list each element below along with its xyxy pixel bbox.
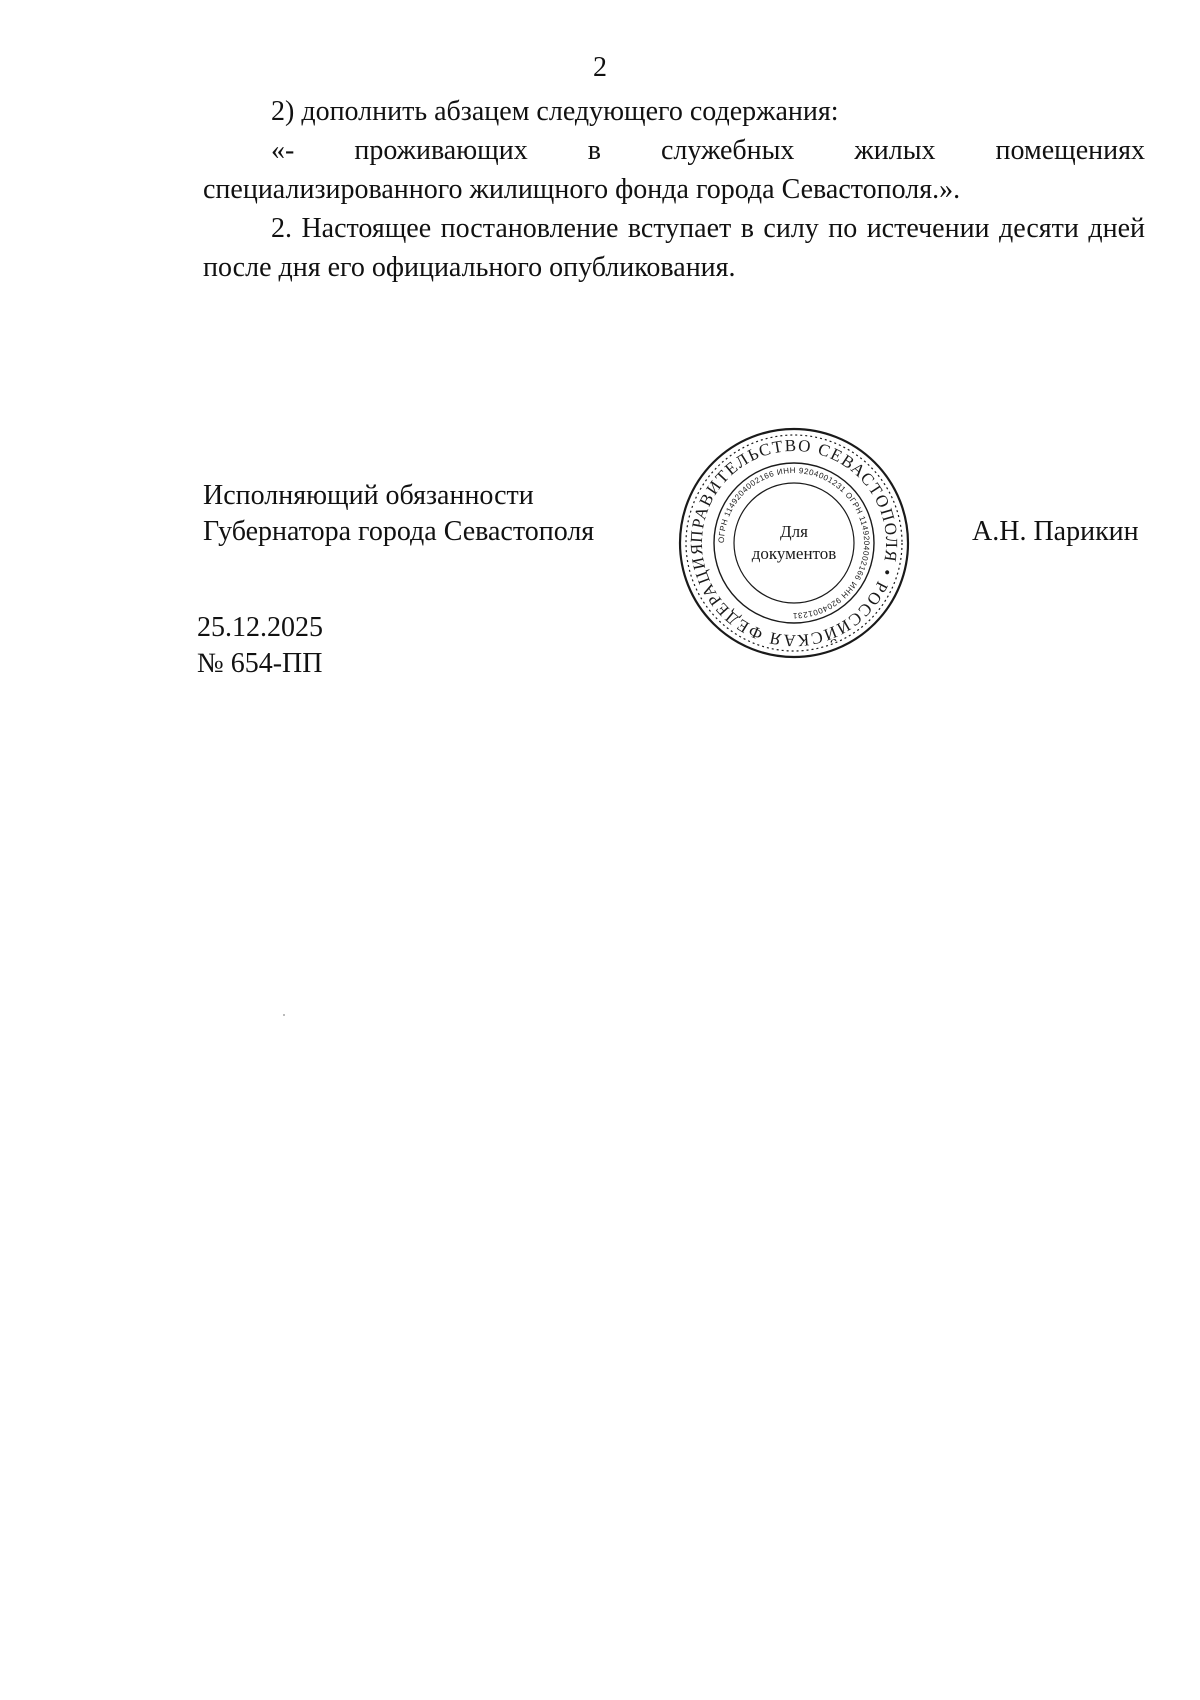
- signer-position-line-2: Губернатора города Севастополя: [203, 516, 595, 547]
- signer-name: А.Н. Парикин: [972, 516, 1139, 547]
- document-body: [203, 92, 1145, 287]
- seal-outer-text: ПРАВИТЕЛЬСТВО СЕВАСТОПОЛЯ • РОССИЙСКАЯ ФЕДЕРАЦИЯ: [686, 435, 902, 651]
- signer-position: [203, 478, 594, 550]
- paragraph-quote-line-2: специализированного жилищного фонда города Севастополя.».: [203, 174, 961, 205]
- page-number: 2: [593, 52, 607, 83]
- paragraph-quote-line-1: «- проживающих в служебных жилых помещениях: [271, 135, 1145, 166]
- document-number: № 654-ПП: [197, 648, 323, 679]
- svg-text:ОГРН 1149204002166 ИНН 9204001: [717, 466, 871, 620]
- official-seal-graphic: [676, 425, 912, 661]
- signer-position-line-1: Исполняющий обязанности: [203, 480, 534, 511]
- paragraph-effective-date: 2. Настоящее постановление вступает в силу по истечении десяти дней после дня его официального опубликования.: [203, 213, 1145, 283]
- official-seal: [676, 425, 912, 661]
- seal-inner-text: ОГРН 1149204002166 ИНН 9204001231 ОГРН 1149204002166 ИНН 9204001231: [716, 465, 872, 621]
- seal-center-line-1: Для: [780, 522, 808, 541]
- document-date: 25.12.2025: [197, 612, 323, 643]
- seal-center-line-2: документов: [751, 544, 837, 563]
- paragraph-amendment-intro: 2) дополнить абзацем следующего содержания:: [271, 96, 839, 127]
- document-meta: [197, 610, 323, 682]
- scan-speck: [283, 1014, 285, 1016]
